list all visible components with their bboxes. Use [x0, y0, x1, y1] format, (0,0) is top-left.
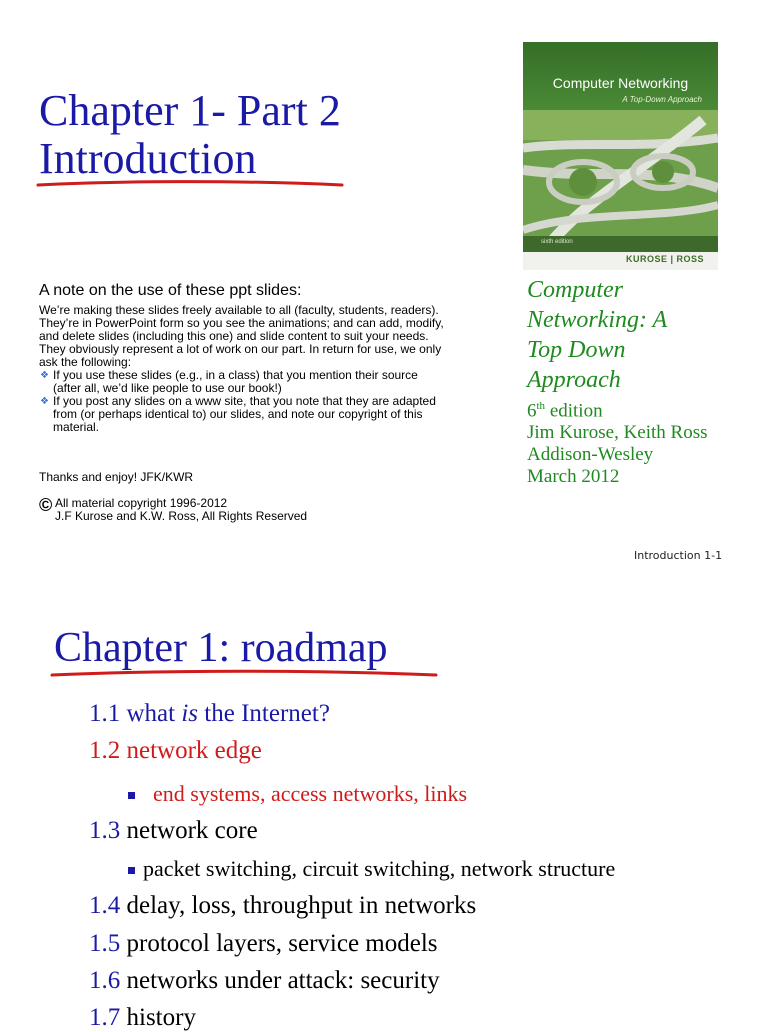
note-bullet-line: from (or perhaps identical to) our slides, and note our copyright of this [53, 407, 423, 421]
note-bullet-line: (after all, we’d like people to use our book!) [53, 381, 282, 395]
book-title-line: Computer [527, 277, 623, 303]
note-line: ask the following: [39, 355, 132, 369]
copyright-icon: © [39, 495, 53, 515]
edition-superscript: th [536, 400, 546, 412]
book-cover-footer [523, 252, 718, 270]
roadmap-item-number: 1.1 [89, 700, 121, 727]
roadmap-item-1-2: 1.2 network edge [89, 737, 262, 764]
slide-title-line-2: Introduction [39, 134, 257, 183]
note-bullet-line: If you post any slides on a www site, that you note that they are adapted [53, 394, 436, 408]
book-title-line: Networking: A [527, 307, 668, 333]
roadmap-subitem-text: end systems, access networks, links [153, 781, 468, 806]
diamond-bullet-icon: ❖ [40, 370, 49, 381]
roadmap-subitem-1-2 [128, 781, 467, 807]
note-bullet-line: If you use these slides (e.g., in a class) that you mention their source [53, 368, 418, 382]
book-publisher: Addison-Wesley [527, 444, 654, 466]
book-date: March 2012 [527, 466, 620, 488]
roadmap-item-number: 1.4 [89, 892, 121, 919]
edition-word: edition [545, 400, 603, 422]
book-title [527, 275, 667, 395]
slide-title-line-1: Chapter 1- Part 2 [39, 86, 341, 135]
book-cover-edition: sixth edition [541, 239, 573, 245]
slide-footer: Introduction 1-1 [634, 549, 723, 562]
thanks-text: Thanks and enjoy! JFK/KWR [39, 470, 194, 484]
copyright-line-2: J.F Kurose and K.W. Ross, All Rights Reserved [55, 509, 308, 523]
roadmap-item-text: history [120, 1004, 196, 1031]
square-bullet-icon [128, 867, 135, 874]
note-line: We’re making these slides freely available to all (faculty, students, readers). [39, 303, 439, 317]
book-details [527, 395, 708, 488]
note-line: They obviously represent a lot of work on our part. In return for use, we only [39, 342, 442, 356]
note-heading: A note on the use of these ppt slides: [39, 282, 302, 299]
note-line: and delete slides (including this one) and slide content to suit your needs. [39, 329, 429, 343]
note-bullet-line: material. [53, 420, 100, 434]
roadmap-item-1-3 [89, 817, 258, 845]
note-line: They’re in PowerPoint form so you see the animations; and can add, modify, [39, 316, 444, 330]
roadmap-item-text: the Internet? [198, 700, 330, 727]
diamond-bullet-icon: ❖ [40, 396, 49, 407]
book-cover-image [523, 42, 718, 270]
roadmap-item-1-4 [89, 892, 476, 920]
square-bullet-icon [128, 792, 135, 799]
roadmap-item-text: protocol layers, service models [120, 930, 438, 957]
book-title-line: Top Down [527, 337, 626, 363]
book-authors: Jim Kurose, Keith Ross [527, 422, 708, 444]
roadmap-item-number: 1.6 [89, 967, 121, 994]
note-bullet [39, 395, 509, 434]
book-title-line: Approach [527, 367, 621, 393]
roadmap-subitem-text: packet switching, circuit switching, network structure [143, 856, 616, 881]
edition-number: 6 [527, 400, 537, 422]
roadmap-item-1-5 [89, 930, 438, 958]
roadmap-subitem-1-3 [128, 856, 615, 882]
roadmap-item-number: 1.7 [89, 1004, 121, 1031]
roadmap-item-number: 1.3 [89, 817, 121, 844]
book-cover-authors: KUROSE | ROSS [625, 254, 704, 264]
note-bullet [39, 369, 509, 395]
book-edition [527, 395, 708, 422]
roadmap-item-text: what [120, 700, 182, 727]
copyright-text [55, 497, 307, 523]
roadmap-item-1-7 [89, 1004, 196, 1032]
roadmap-item-text: network core [120, 817, 258, 844]
highway-interchange-illustration [523, 110, 718, 252]
roadmap-title-underline [50, 666, 440, 680]
note-body [39, 304, 509, 434]
copyright-line-1: All material copyright 1996-2012 [55, 496, 228, 510]
roadmap-item-number: 1.5 [89, 930, 121, 957]
title-underline [36, 176, 346, 190]
roadmap-item-1-6 [89, 967, 440, 995]
roadmap-item-text: networks under attack: security [120, 967, 440, 994]
roadmap-item-text: delay, loss, throughput in networks [120, 892, 477, 919]
slide-2 [0, 590, 768, 1031]
book-cover-subtitle: A Top-Down Approach [622, 95, 702, 104]
note-bullets [39, 369, 509, 434]
book-cover-title: Computer Networking [552, 75, 689, 91]
roadmap-item-emphasis: is [181, 700, 199, 727]
roadmap-title: Chapter 1: roadmap [54, 625, 388, 671]
roadmap-item-1-1 [89, 700, 330, 728]
